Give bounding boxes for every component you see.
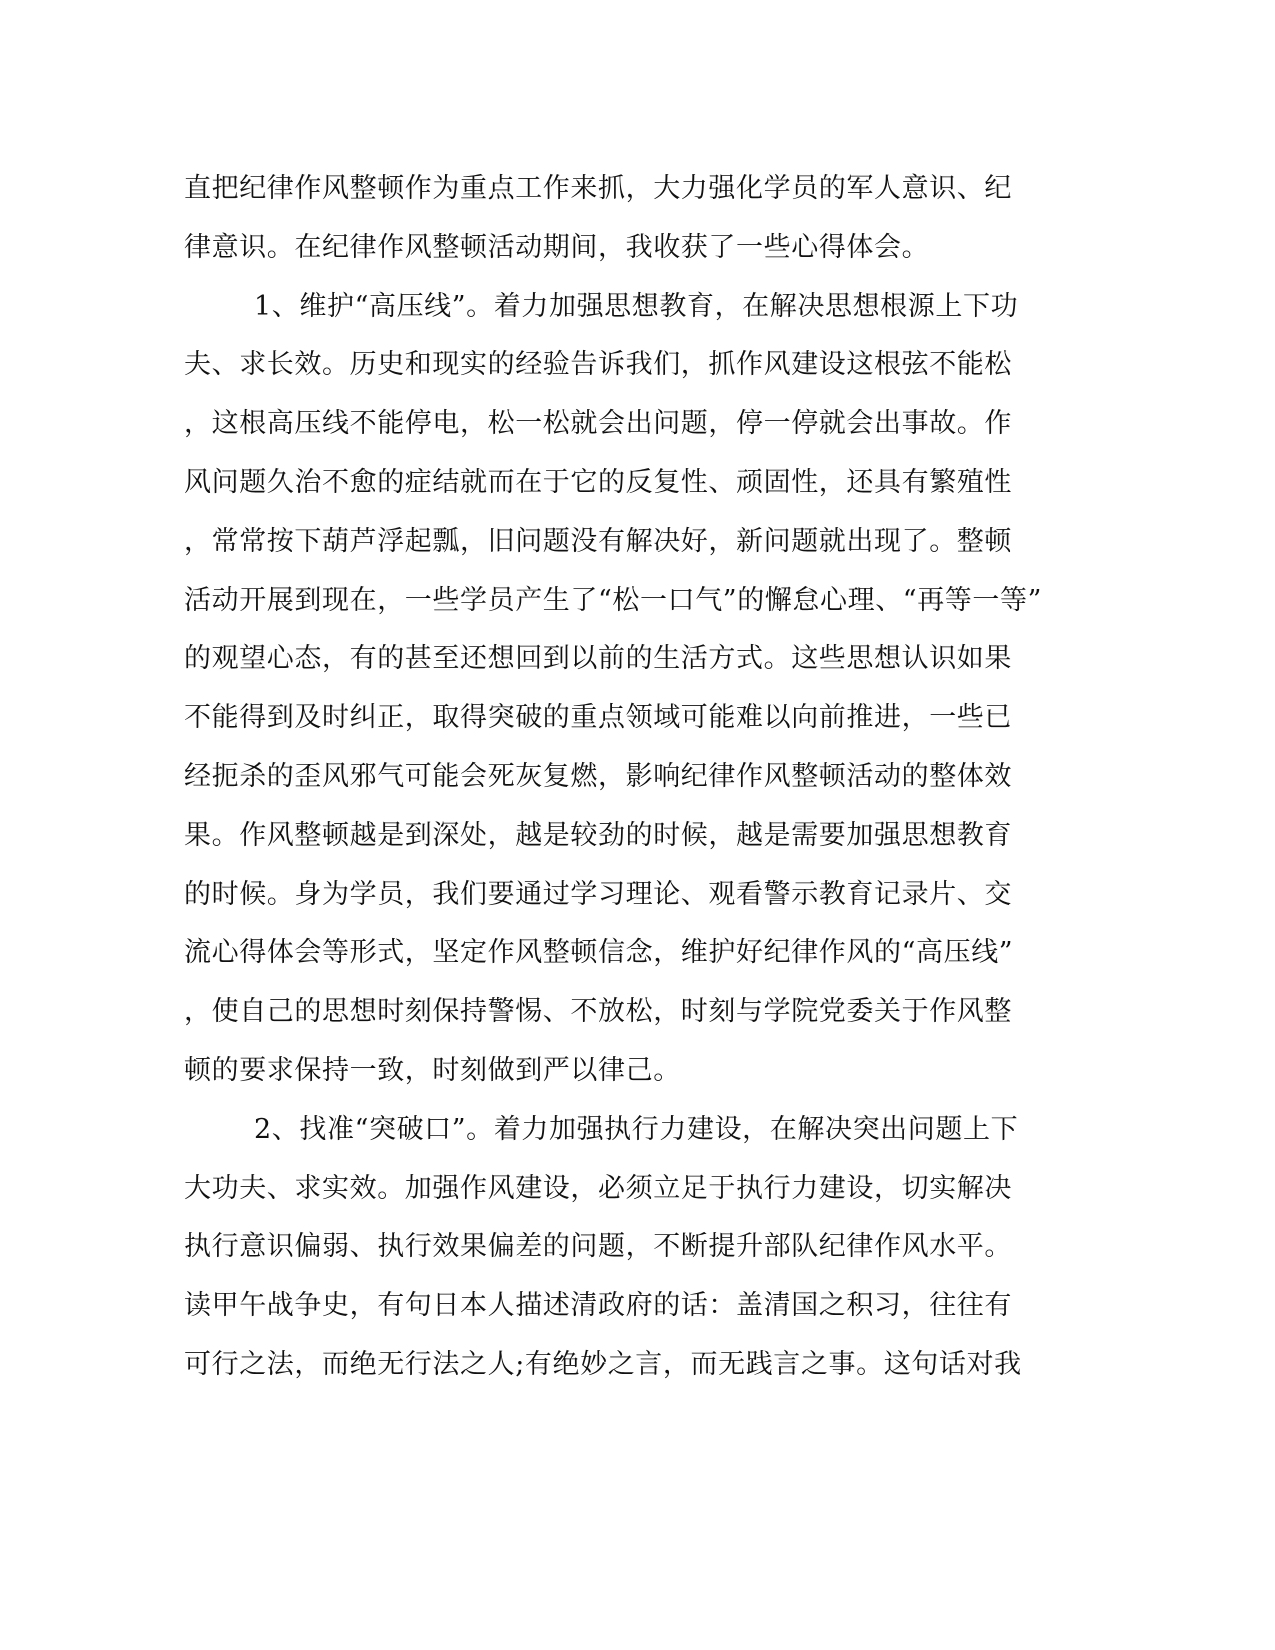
paragraph-start-line: 2、找准“突破口”。着力加强执行力建设，在解决突出问题上下 xyxy=(254,1113,1019,1145)
text-line: 不能得到及时纠正，取得突破的重点领域可能难以向前推进，一些已 xyxy=(184,702,1012,734)
document-body xyxy=(184,160,1064,1395)
paragraph-start-line: 1、维护“高压线”。着力加强思想教育，在解决思想根源上下功 xyxy=(254,290,1019,322)
text-line: 律意识。在纪律作风整顿活动期间，我收获了一些心得体会。 xyxy=(184,231,930,263)
text-line: 流心得体会等形式，坚定作风整顿信念，维护好纪律作风的“高压线” xyxy=(184,937,1014,969)
text-line: ，这根高压线不能停电，松一松就会出问题，停一停就会出事故。作 xyxy=(184,408,1012,440)
text-line: 的观望心态，有的甚至还想回到以前的生活方式。这些思想认识如果 xyxy=(184,643,1012,675)
text-line: 果。作风整顿越是到深处，越是较劲的时候，越是需要加强思想教育 xyxy=(184,819,1012,851)
text-line: 读甲午战争史，有句日本人描述清政府的话：盖清国之积习，往往有 xyxy=(184,1290,1012,1322)
text-line: 活动开展到现在，一些学员产生了“松一口气”的懈怠心理、“再等一等” xyxy=(184,584,1043,616)
text-line: 夫、求长效。历史和现实的经验告诉我们，抓作风建设这根弦不能松 xyxy=(184,349,1012,381)
text-line: ，常常按下葫芦浮起瓢，旧问题没有解决好，新问题就出现了。整顿 xyxy=(184,525,1012,557)
text-line: 大功夫、求实效。加强作风建设，必须立足于执行力建设，切实解决 xyxy=(184,1172,1012,1204)
text-line: 顿的要求保持一致，时刻做到严以律己。 xyxy=(184,1054,681,1086)
text-line: 经扼杀的歪风邪气可能会死灰复燃，影响纪律作风整顿活动的整体效 xyxy=(184,760,1012,792)
text-line: 风问题久治不愈的症结就而在于它的反复性、顽固性，还具有繁殖性 xyxy=(184,466,1012,498)
text-line: 的时候。身为学员，我们要通过学习理论、观看警示教育记录片、交 xyxy=(184,878,1012,910)
text-line: 直把纪律作风整顿作为重点工作来抓，大力强化学员的军人意识、纪 xyxy=(184,173,1012,204)
text-line: 可行之法，而绝无行法之人;有绝妙之言，而无践言之事。这句话对我 xyxy=(184,1348,1022,1380)
text-line: 执行意识偏弱、执行效果偏差的问题，不断提升部队纪律作风水平。 xyxy=(184,1231,1012,1263)
text-line: ，使自己的思想时刻保持警惕、不放松，时刻与学院党委关于作风整 xyxy=(184,996,1012,1028)
